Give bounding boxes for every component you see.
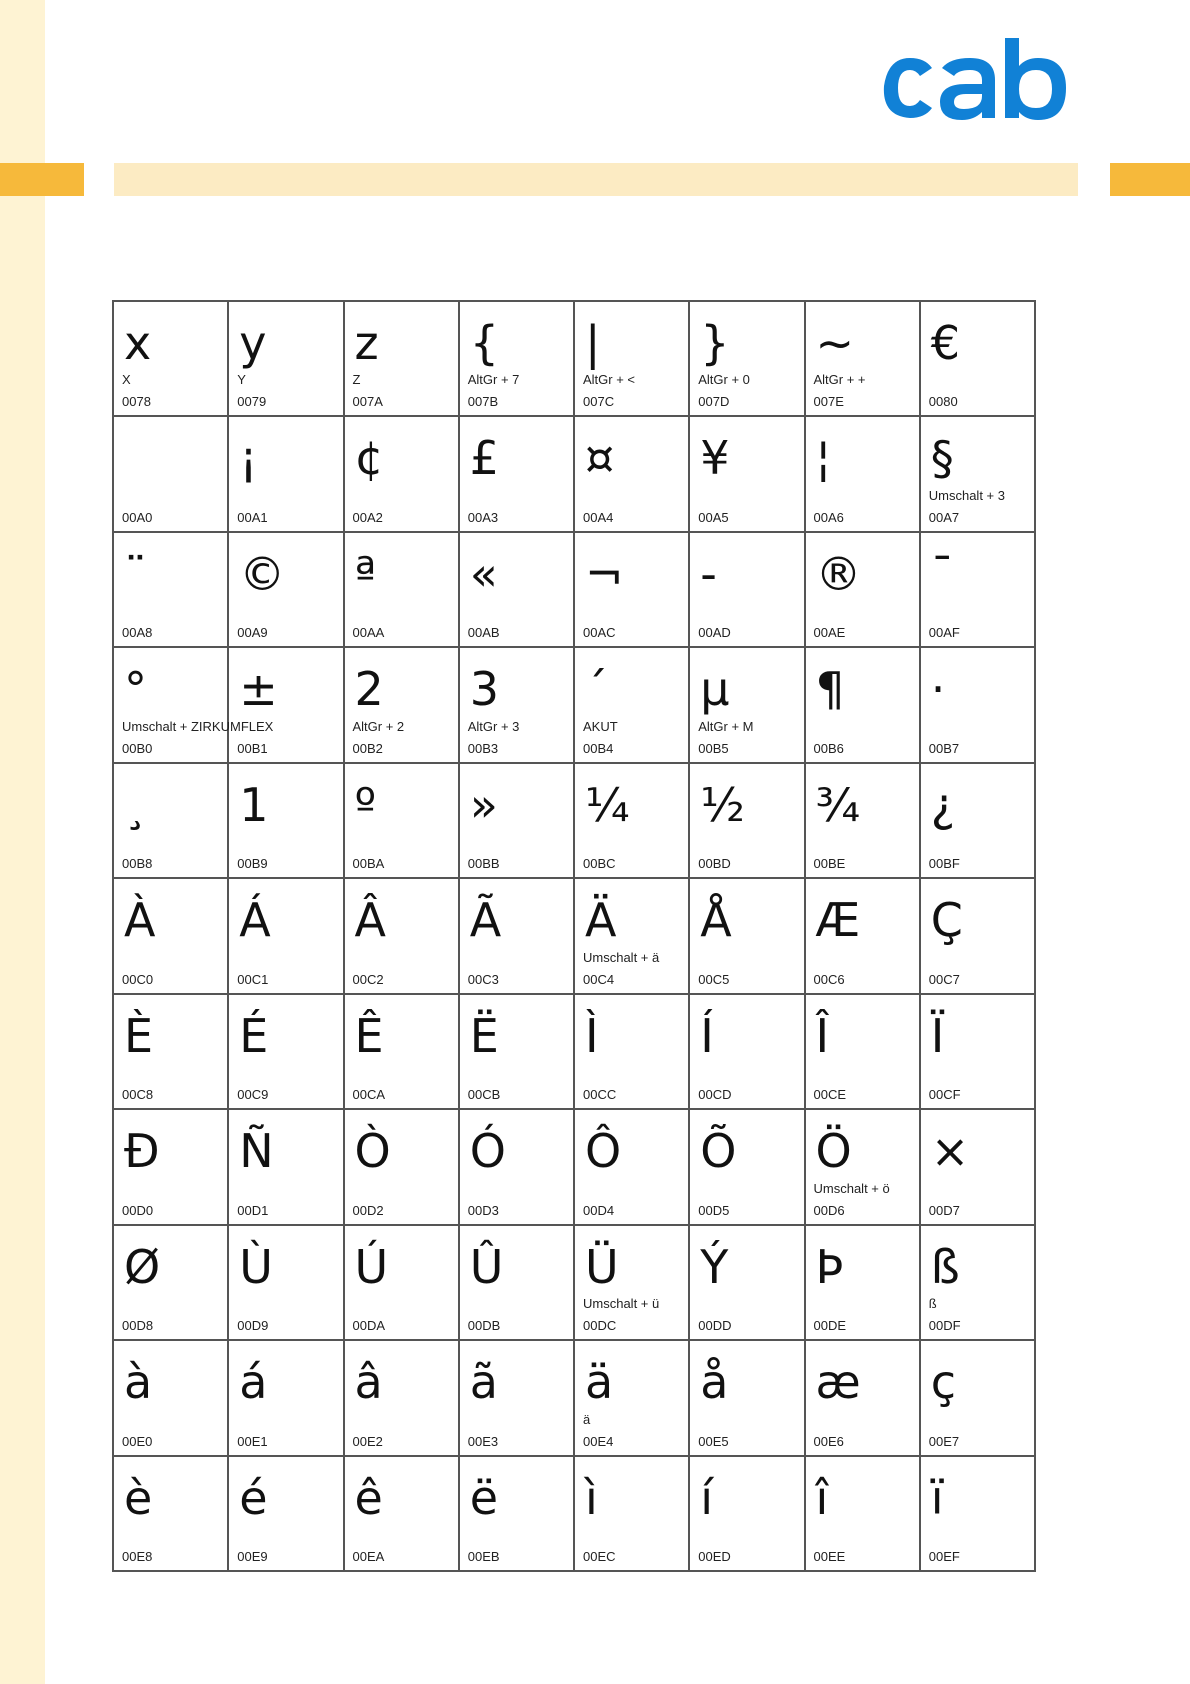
table-cell bbox=[114, 1457, 229, 1572]
table-cell bbox=[460, 533, 575, 648]
character-glyph: ± bbox=[239, 662, 278, 717]
character-glyph: Ý bbox=[700, 1239, 729, 1294]
unicode-code: 00E9 bbox=[237, 1548, 268, 1564]
unicode-code: 00E7 bbox=[928, 1433, 960, 1449]
character-glyph: £ bbox=[469, 431, 500, 486]
character-glyph: } bbox=[700, 316, 730, 370]
table-cell bbox=[229, 879, 344, 994]
character-glyph: ª bbox=[354, 546, 377, 601]
character-glyph: É bbox=[239, 1008, 269, 1063]
character-glyph: Û bbox=[469, 1239, 504, 1294]
table-cell bbox=[345, 995, 460, 1110]
unicode-code: 00B0 bbox=[122, 740, 153, 756]
table-cell bbox=[345, 764, 460, 879]
table-cell bbox=[806, 1341, 921, 1456]
unicode-code: 00A1 bbox=[237, 509, 268, 525]
character-glyph: ¾ bbox=[815, 777, 861, 832]
character-glyph: ï bbox=[930, 1470, 944, 1525]
unicode-code: 00A2 bbox=[352, 509, 383, 525]
character-glyph: ã bbox=[469, 1355, 498, 1410]
unicode-code: 00EB bbox=[467, 1548, 500, 1564]
keyboard-shortcut: ß bbox=[928, 1296, 937, 1312]
unicode-code: 00BD bbox=[698, 856, 731, 872]
unicode-code: 00B1 bbox=[237, 740, 268, 756]
character-glyph: × bbox=[930, 1124, 970, 1179]
unicode-code: 00C4 bbox=[583, 971, 615, 987]
header-bar-right bbox=[1110, 163, 1190, 196]
character-glyph: â bbox=[354, 1355, 383, 1410]
table-cell bbox=[921, 1341, 1036, 1456]
unicode-code: 00BE bbox=[813, 856, 846, 872]
character-code-table bbox=[112, 300, 1036, 1572]
table-cell bbox=[229, 995, 344, 1110]
table-cell bbox=[575, 1110, 690, 1225]
unicode-code: 00D4 bbox=[583, 1202, 615, 1218]
table-cell bbox=[921, 648, 1036, 763]
character-glyph: ¸ bbox=[124, 777, 147, 832]
table-cell bbox=[690, 302, 805, 417]
keyboard-shortcut: Umschalt + ZIRKUMFLEX bbox=[122, 718, 274, 734]
unicode-code: 00E2 bbox=[352, 1433, 383, 1449]
character-glyph: Ö bbox=[815, 1124, 852, 1179]
side-stripe bbox=[0, 0, 45, 1684]
unicode-code: 00C8 bbox=[122, 1087, 154, 1103]
unicode-code: 00B3 bbox=[467, 740, 499, 756]
unicode-code: 00C3 bbox=[467, 971, 499, 987]
table-cell bbox=[806, 1457, 921, 1572]
table-cell bbox=[575, 995, 690, 1110]
unicode-code: 00BF bbox=[928, 856, 960, 872]
table-cell bbox=[345, 1110, 460, 1225]
unicode-code: 00A6 bbox=[813, 509, 844, 525]
unicode-code: 00AF bbox=[928, 625, 960, 641]
character-glyph: Ï bbox=[930, 1008, 945, 1063]
unicode-code: 00AD bbox=[698, 625, 731, 641]
character-glyph: Ü bbox=[585, 1239, 619, 1294]
character-glyph: ½ bbox=[700, 777, 745, 832]
table-cell bbox=[460, 1226, 575, 1341]
character-glyph: © bbox=[239, 546, 286, 601]
character-glyph: Þ bbox=[815, 1239, 844, 1294]
unicode-code: 00E6 bbox=[813, 1433, 844, 1449]
table-cell bbox=[921, 995, 1036, 1110]
unicode-code: 00B6 bbox=[813, 740, 844, 756]
keyboard-shortcut: AltGr + 3 bbox=[467, 718, 520, 734]
unicode-code: 007C bbox=[583, 394, 615, 410]
table-cell bbox=[460, 417, 575, 532]
unicode-code: 00DD bbox=[698, 1318, 732, 1334]
unicode-code: 00DE bbox=[813, 1318, 847, 1334]
unicode-code: 00CA bbox=[352, 1087, 386, 1103]
character-glyph: Æ bbox=[815, 893, 861, 948]
keyboard-shortcut: AKUT bbox=[583, 718, 618, 734]
unicode-code: 00E4 bbox=[583, 1433, 614, 1449]
unicode-code: 00E5 bbox=[698, 1433, 729, 1449]
unicode-code: 00B4 bbox=[583, 740, 614, 756]
unicode-code: 00A8 bbox=[122, 625, 153, 641]
character-glyph: » bbox=[469, 777, 498, 832]
character-glyph: ç bbox=[930, 1355, 957, 1410]
table-cell bbox=[690, 417, 805, 532]
table-cell bbox=[345, 648, 460, 763]
unicode-code: 00D6 bbox=[813, 1202, 845, 1218]
unicode-code: 00CF bbox=[928, 1087, 961, 1103]
cab-logo bbox=[870, 38, 1075, 128]
table-cell bbox=[114, 1226, 229, 1341]
character-glyph: æ bbox=[815, 1355, 861, 1410]
character-glyph: ® bbox=[815, 546, 862, 601]
character-glyph: ä bbox=[585, 1355, 614, 1410]
unicode-code: 00EF bbox=[928, 1548, 960, 1564]
unicode-code: 00EC bbox=[583, 1548, 616, 1564]
table-cell bbox=[806, 302, 921, 417]
unicode-code: 00E3 bbox=[467, 1433, 499, 1449]
table-cell bbox=[229, 1226, 344, 1341]
table-cell bbox=[690, 1457, 805, 1572]
unicode-code: 0080 bbox=[928, 394, 958, 410]
character-glyph: | bbox=[585, 316, 601, 370]
table-cell bbox=[229, 417, 344, 532]
keyboard-shortcut: AltGr + < bbox=[583, 372, 636, 388]
character-glyph: Ë bbox=[469, 1008, 499, 1063]
table-cell bbox=[690, 1341, 805, 1456]
table-cell bbox=[575, 764, 690, 879]
character-glyph: ¡ bbox=[239, 431, 258, 486]
unicode-code: 00B7 bbox=[928, 740, 960, 756]
character-glyph: ¦ bbox=[815, 431, 831, 486]
unicode-code: 00AB bbox=[467, 625, 500, 641]
unicode-code: 00BC bbox=[583, 856, 616, 872]
table-cell bbox=[460, 302, 575, 417]
character-glyph: à bbox=[124, 1355, 153, 1410]
unicode-code: 00E0 bbox=[122, 1433, 153, 1449]
table-cell bbox=[690, 1110, 805, 1225]
unicode-code: 007D bbox=[698, 394, 730, 410]
unicode-code: 00EA bbox=[352, 1548, 385, 1564]
unicode-code: 00C5 bbox=[698, 971, 730, 987]
unicode-code: 00BA bbox=[352, 856, 385, 872]
unicode-code: 00AC bbox=[583, 625, 616, 641]
character-glyph: { bbox=[469, 316, 500, 370]
keyboard-shortcut: ä bbox=[583, 1411, 591, 1427]
table-cell bbox=[460, 1110, 575, 1225]
unicode-code: 00D9 bbox=[237, 1318, 269, 1334]
character-glyph: À bbox=[124, 893, 156, 948]
character-glyph: ê bbox=[354, 1470, 383, 1525]
character-glyph: ë bbox=[469, 1470, 499, 1525]
unicode-code: 00C1 bbox=[237, 971, 269, 987]
table-cell bbox=[575, 1341, 690, 1456]
character-glyph: Ú bbox=[354, 1239, 389, 1294]
cab-logo-mark bbox=[870, 38, 1075, 128]
table-cell bbox=[806, 995, 921, 1110]
table-cell bbox=[921, 1110, 1036, 1225]
character-glyph: í bbox=[700, 1470, 714, 1525]
character-glyph: Í bbox=[700, 1008, 714, 1063]
unicode-code: 00AE bbox=[813, 625, 846, 641]
character-glyph: ¥ bbox=[700, 431, 730, 486]
unicode-code: 00CC bbox=[583, 1087, 617, 1103]
keyboard-shortcut: AltGr + 2 bbox=[352, 718, 405, 734]
table-cell bbox=[806, 1226, 921, 1341]
unicode-code: 00ED bbox=[698, 1548, 731, 1564]
table-cell bbox=[575, 648, 690, 763]
table-cell bbox=[345, 302, 460, 417]
table-cell bbox=[806, 764, 921, 879]
unicode-code: 00C2 bbox=[352, 971, 384, 987]
unicode-code: 00B5 bbox=[698, 740, 729, 756]
table-cell bbox=[806, 648, 921, 763]
table-cell bbox=[229, 1110, 344, 1225]
table-cell bbox=[114, 302, 229, 417]
keyboard-shortcut: Y bbox=[237, 372, 246, 388]
table-cell bbox=[575, 302, 690, 417]
table-cell bbox=[229, 648, 344, 763]
table-cell bbox=[921, 533, 1036, 648]
character-glyph: - bbox=[700, 546, 717, 601]
table-cell bbox=[460, 879, 575, 994]
table-cell bbox=[690, 995, 805, 1110]
table-cell bbox=[229, 1341, 344, 1456]
table-cell bbox=[114, 764, 229, 879]
character-glyph: º bbox=[354, 777, 377, 832]
table-cell bbox=[921, 302, 1036, 417]
unicode-code: 00D0 bbox=[122, 1202, 154, 1218]
keyboard-shortcut: Umschalt + ö bbox=[813, 1180, 890, 1196]
table-cell bbox=[460, 1457, 575, 1572]
character-glyph: µ bbox=[700, 662, 730, 717]
table-cell bbox=[921, 1226, 1036, 1341]
character-glyph: Ç bbox=[930, 893, 963, 948]
unicode-code: 007A bbox=[352, 394, 383, 410]
character-glyph: ~ bbox=[815, 316, 855, 370]
character-glyph: ¢ bbox=[354, 431, 384, 486]
character-glyph: Ó bbox=[469, 1124, 506, 1179]
table-cell bbox=[575, 417, 690, 532]
table-cell bbox=[114, 1341, 229, 1456]
character-glyph: Á bbox=[239, 893, 271, 948]
table-cell bbox=[229, 1457, 344, 1572]
table-cell bbox=[114, 879, 229, 994]
unicode-code: 00A7 bbox=[928, 509, 960, 525]
keyboard-shortcut: Umschalt + ü bbox=[583, 1296, 660, 1312]
keyboard-shortcut: X bbox=[122, 372, 131, 388]
table-cell bbox=[921, 417, 1036, 532]
unicode-code: 00A4 bbox=[583, 509, 614, 525]
unicode-code: 00CE bbox=[813, 1087, 847, 1103]
unicode-code: 00EE bbox=[813, 1548, 846, 1564]
unicode-code: 00C0 bbox=[122, 971, 154, 987]
character-glyph: ì bbox=[585, 1470, 598, 1525]
unicode-code: 0079 bbox=[237, 394, 267, 410]
character-glyph: x bbox=[124, 316, 152, 370]
character-glyph: Å bbox=[700, 893, 732, 948]
character-glyph: Â bbox=[354, 893, 386, 948]
character-glyph: Đ bbox=[124, 1124, 160, 1179]
table-cell bbox=[921, 879, 1036, 994]
character-glyph: € bbox=[930, 316, 961, 370]
character-glyph: Ä bbox=[585, 893, 617, 948]
unicode-code: 00D7 bbox=[928, 1202, 960, 1218]
keyboard-shortcut: Umschalt + ä bbox=[583, 949, 660, 965]
unicode-code: 00C6 bbox=[813, 971, 845, 987]
table-cell bbox=[806, 533, 921, 648]
table-cell bbox=[114, 1110, 229, 1225]
unicode-code: 00D3 bbox=[467, 1202, 499, 1218]
table-cell bbox=[345, 1457, 460, 1572]
character-glyph: è bbox=[124, 1470, 153, 1525]
character-glyph: Õ bbox=[700, 1124, 737, 1179]
character-glyph: Ê bbox=[354, 1008, 384, 1063]
table-cell bbox=[690, 764, 805, 879]
table-cell bbox=[690, 879, 805, 994]
unicode-code: 00B9 bbox=[237, 856, 268, 872]
unicode-code: 00E1 bbox=[237, 1433, 268, 1449]
character-glyph: ¤ bbox=[585, 431, 615, 486]
unicode-code: 00A9 bbox=[237, 625, 268, 641]
keyboard-shortcut: AltGr + M bbox=[698, 718, 754, 734]
character-glyph: ¿ bbox=[930, 777, 956, 832]
unicode-code: 007B bbox=[467, 394, 499, 410]
table-cell bbox=[114, 533, 229, 648]
character-glyph: å bbox=[700, 1355, 729, 1410]
table-cell bbox=[345, 533, 460, 648]
character-glyph: 1 bbox=[239, 777, 269, 832]
character-glyph: Î bbox=[815, 1008, 830, 1063]
table-cell bbox=[345, 879, 460, 994]
table-cell bbox=[575, 1457, 690, 1572]
character-glyph: § bbox=[930, 431, 954, 486]
table-cell bbox=[460, 764, 575, 879]
unicode-code: 00A5 bbox=[698, 509, 729, 525]
table-cell bbox=[806, 879, 921, 994]
character-glyph: È bbox=[124, 1008, 154, 1063]
character-glyph: ¨ bbox=[124, 546, 147, 601]
character-glyph: « bbox=[469, 546, 498, 601]
unicode-code: 00DA bbox=[352, 1318, 386, 1334]
unicode-code: 00E8 bbox=[122, 1548, 153, 1564]
table-cell bbox=[575, 1226, 690, 1341]
unicode-code: 00D8 bbox=[122, 1318, 154, 1334]
keyboard-shortcut: Umschalt + 3 bbox=[928, 487, 1005, 503]
keyboard-shortcut: AltGr + 0 bbox=[698, 372, 750, 388]
table-cell bbox=[806, 1110, 921, 1225]
table-cell bbox=[229, 533, 344, 648]
table-cell bbox=[690, 533, 805, 648]
unicode-code: 00D1 bbox=[237, 1202, 269, 1218]
unicode-code: 00AA bbox=[352, 625, 385, 641]
keyboard-shortcut: Z bbox=[352, 372, 361, 388]
character-glyph: ¯ bbox=[930, 546, 954, 601]
character-glyph: ß bbox=[930, 1239, 960, 1294]
unicode-code: 0078 bbox=[122, 394, 151, 410]
unicode-code: 00DF bbox=[928, 1318, 961, 1334]
table-cell bbox=[921, 1457, 1036, 1572]
table-cell bbox=[229, 302, 344, 417]
character-glyph: · bbox=[930, 662, 946, 717]
character-glyph: ¼ bbox=[585, 777, 630, 832]
keyboard-shortcut: AltGr + + bbox=[813, 372, 866, 388]
table-cell bbox=[921, 764, 1036, 879]
table-cell bbox=[460, 995, 575, 1110]
table-cell bbox=[575, 533, 690, 648]
table-cell bbox=[229, 764, 344, 879]
unicode-code: 00CB bbox=[467, 1087, 501, 1103]
header-bar-center bbox=[114, 163, 1078, 196]
character-glyph: Ñ bbox=[239, 1124, 274, 1179]
character-glyph: Ø bbox=[124, 1239, 161, 1294]
unicode-code: 00CD bbox=[698, 1087, 732, 1103]
unicode-code: 00C7 bbox=[928, 971, 960, 987]
table-cell bbox=[345, 417, 460, 532]
unicode-code: 00A0 bbox=[122, 509, 153, 525]
character-glyph: Ù bbox=[239, 1239, 273, 1294]
table-cell bbox=[460, 648, 575, 763]
table-cell bbox=[690, 1226, 805, 1341]
character-glyph: Ô bbox=[585, 1124, 622, 1179]
unicode-code: 00A3 bbox=[467, 509, 499, 525]
table-cell bbox=[806, 417, 921, 532]
unicode-code: 00C9 bbox=[237, 1087, 269, 1103]
character-glyph: z bbox=[354, 316, 379, 370]
character-glyph: ¬ bbox=[585, 546, 624, 601]
unicode-code: 00D2 bbox=[352, 1202, 384, 1218]
unicode-code: 00B8 bbox=[122, 856, 153, 872]
unicode-code: 00D5 bbox=[698, 1202, 730, 1218]
character-glyph: ° bbox=[124, 662, 147, 717]
character-glyph: ¶ bbox=[815, 662, 845, 717]
table-cell bbox=[114, 995, 229, 1110]
character-glyph: 2 bbox=[354, 662, 384, 717]
unicode-code: 00B2 bbox=[352, 740, 383, 756]
table-cell bbox=[345, 1226, 460, 1341]
character-glyph: 3 bbox=[469, 662, 500, 717]
character-glyph: Ì bbox=[585, 1008, 599, 1063]
character-glyph: î bbox=[815, 1470, 829, 1525]
keyboard-shortcut: AltGr + 7 bbox=[467, 372, 520, 388]
header-bar-left bbox=[0, 163, 84, 196]
character-glyph: Ã bbox=[469, 893, 502, 948]
table-cell bbox=[114, 417, 229, 532]
unicode-code: 00BB bbox=[467, 856, 500, 872]
table-cell bbox=[460, 1341, 575, 1456]
table-cell bbox=[345, 1341, 460, 1456]
character-glyph: á bbox=[239, 1355, 268, 1410]
character-glyph: é bbox=[239, 1470, 268, 1525]
table-cell bbox=[690, 648, 805, 763]
unicode-code: 00DB bbox=[467, 1318, 501, 1334]
table-cell bbox=[575, 879, 690, 994]
character-glyph: Ò bbox=[354, 1124, 391, 1179]
character-glyph: ´ bbox=[585, 662, 608, 717]
unicode-code: 00DC bbox=[583, 1318, 617, 1334]
character-glyph: y bbox=[239, 316, 267, 370]
unicode-code: 007E bbox=[813, 394, 844, 410]
